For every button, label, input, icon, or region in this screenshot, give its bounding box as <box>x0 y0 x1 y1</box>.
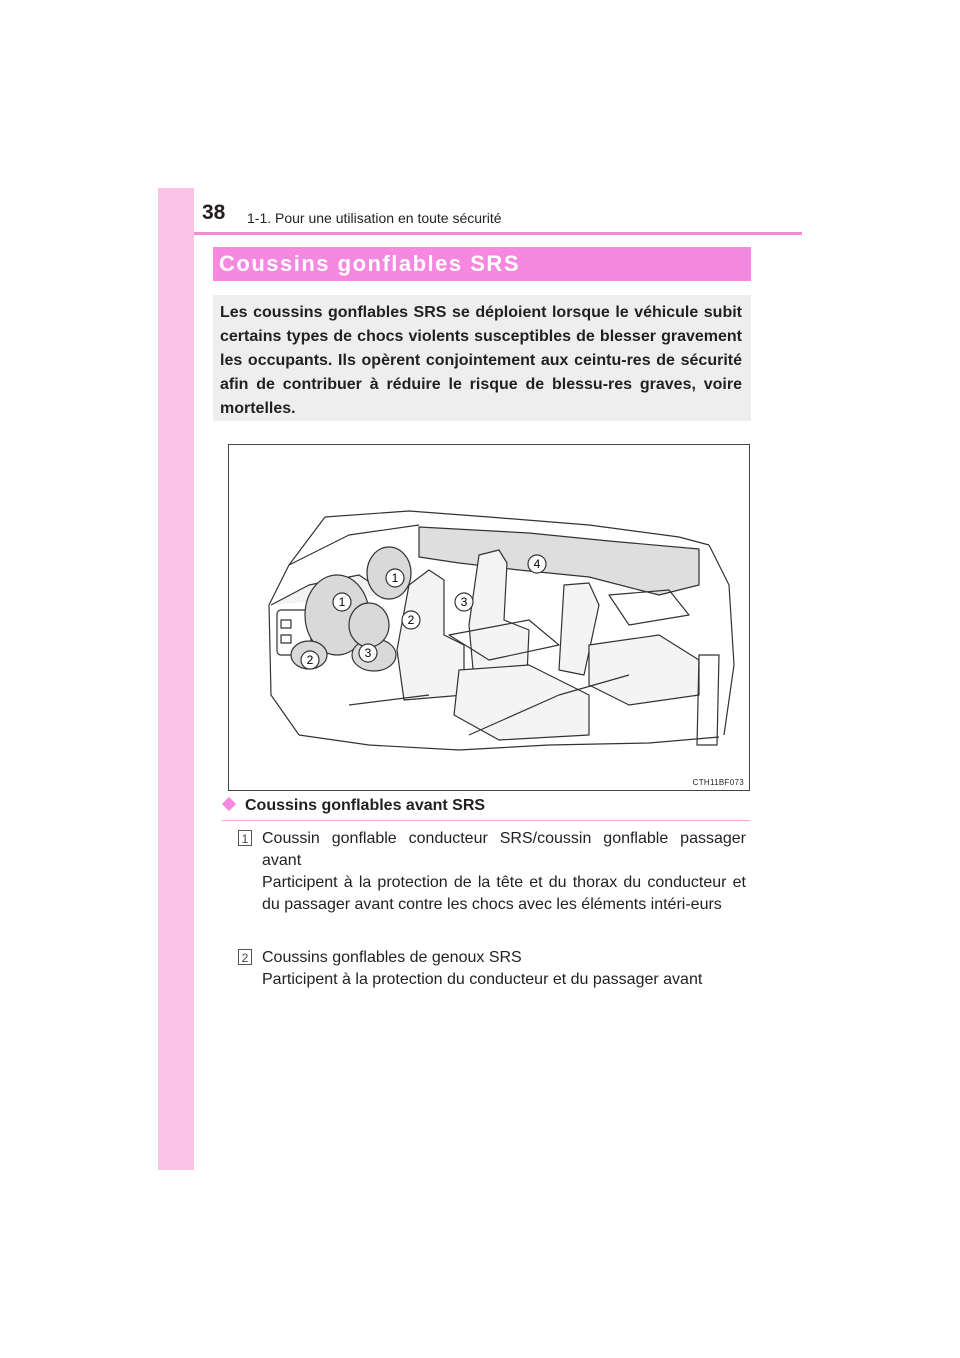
callout-1-passenger <box>386 569 404 587</box>
callout-2-driver <box>301 651 319 669</box>
page-number: 38 <box>202 201 226 224</box>
svg-text:4: 4 <box>533 557 541 571</box>
callout-3-seat <box>359 644 377 662</box>
svg-text:2: 2 <box>407 613 415 627</box>
subsection-heading-text: Coussins gonflables avant SRS <box>245 797 486 814</box>
list-item <box>238 828 746 916</box>
diamond-bullet-icon <box>222 797 236 811</box>
callout-1-driver <box>333 593 351 611</box>
callout-4-curtain <box>528 555 546 573</box>
item-title: Coussins gonflables de genoux SRS <box>262 949 522 966</box>
figure-code: CTH11BF073 <box>692 778 744 787</box>
svg-text:1: 1 <box>391 571 399 585</box>
svg-text:3: 3 <box>364 646 372 660</box>
list-item <box>238 947 746 991</box>
airbag-illustration <box>228 444 750 791</box>
subsection-rule <box>222 820 750 821</box>
callout-2-passenger <box>402 611 420 629</box>
side-color-strip <box>158 188 194 1170</box>
page-title: Coussins gonflables SRS <box>213 247 751 281</box>
header-rule <box>194 232 802 235</box>
svg-text:3: 3 <box>460 595 468 609</box>
item-number-badge: 2 <box>238 949 252 965</box>
subsection-heading <box>222 797 485 815</box>
callout-3-front <box>455 593 473 611</box>
item-description: Participent à la protection de la tête et du thorax du conducteur et du passager avant contre les chocs avec les éléments intéri-eurs <box>262 874 746 913</box>
item-title: Coussin gonflable conducteur SRS/coussin gonflable passager avant <box>262 830 746 869</box>
car-interior-drawing <box>229 445 749 790</box>
item-number-badge: 1 <box>238 830 252 846</box>
intro-box <box>213 295 751 421</box>
svg-text:1: 1 <box>338 595 346 609</box>
item-description: Participent à la protection du conducteur et du passager avant <box>262 971 703 988</box>
section-title: 1-1. Pour une utilisation en toute sécurité <box>247 210 502 226</box>
intro-text: Les coussins gonflables SRS se déploient lorsque le véhicule subit certains types de chocs violents susceptibles de blesser gravement les occupants. Ils opèrent conjointement aux ceintu-res de sécurité afin de contribuer à réduire le risque de blessu-res graves, voire mortelles. <box>220 304 742 417</box>
svg-text:2: 2 <box>306 653 314 667</box>
